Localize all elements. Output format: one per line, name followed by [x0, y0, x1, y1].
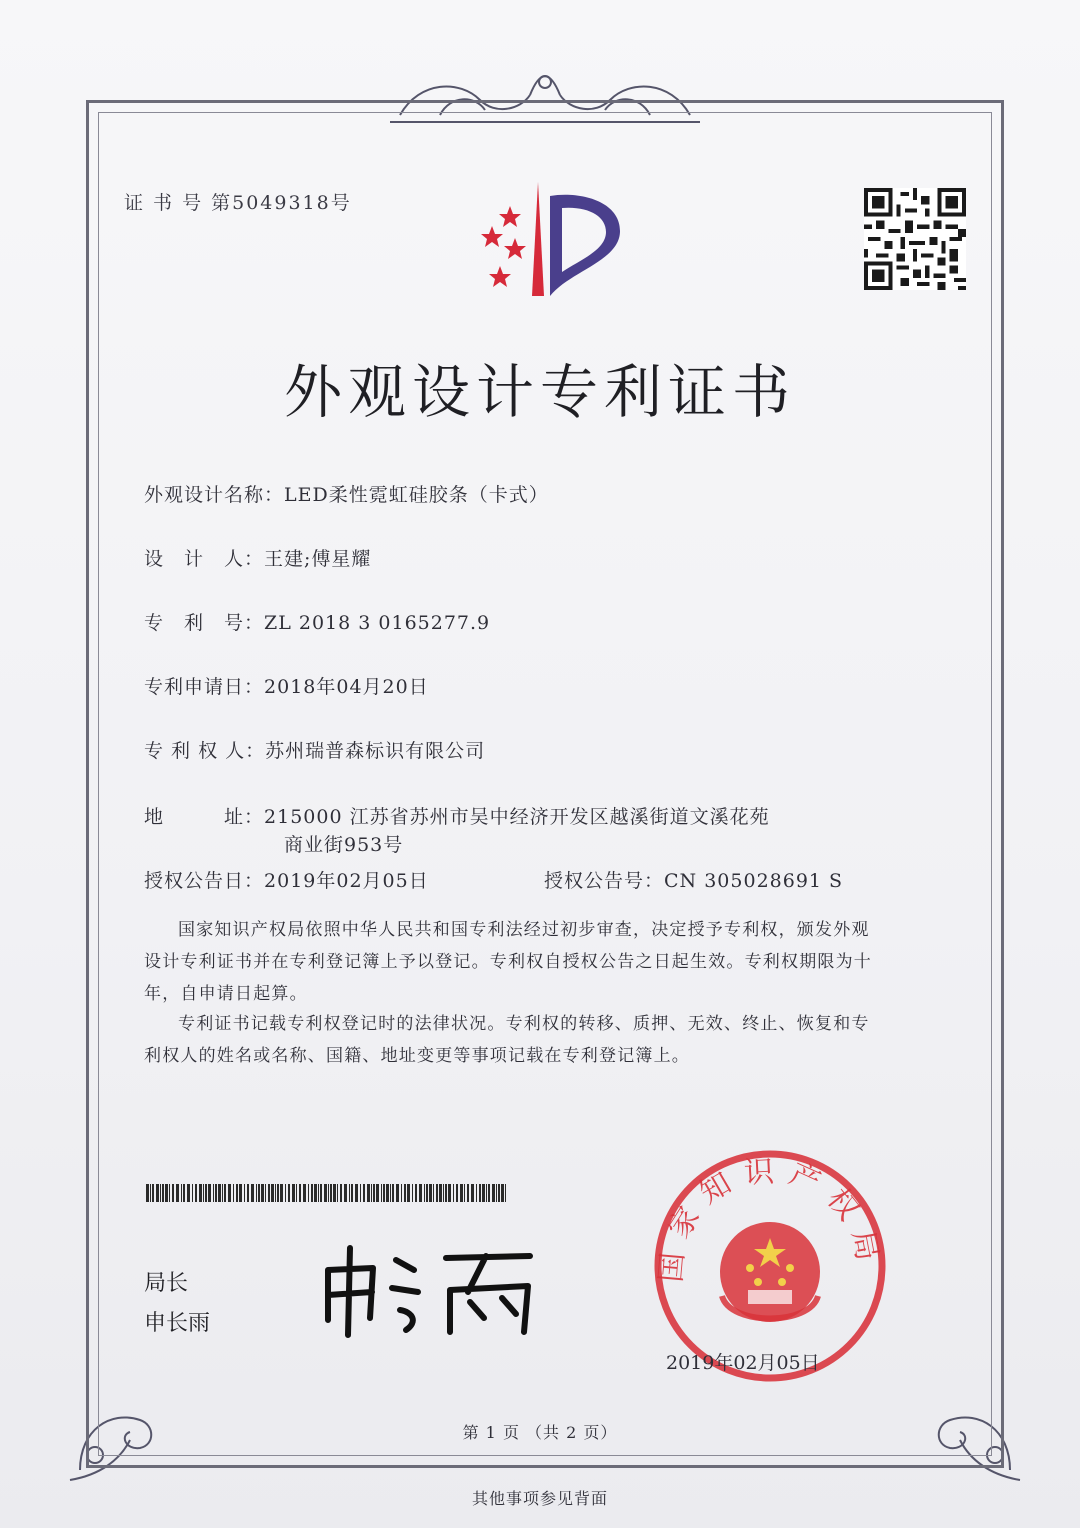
- designer-value: 王建;傅星耀: [264, 548, 372, 570]
- footer-note: 其他事项参见背面: [471, 1489, 608, 1508]
- certificate-number: 证 书 号 第5049318号: [124, 192, 352, 214]
- body-line: 年，自申请日起算。: [144, 984, 308, 1004]
- grant-date-row: [144, 866, 429, 893]
- patentee-row: [144, 736, 485, 763]
- page-number: 第 1 页 （共 2 页）: [462, 1423, 618, 1442]
- grant-number-value: CN 305028691 S: [664, 870, 844, 892]
- seal-date: 2019年02月05日: [666, 1352, 820, 1374]
- body-paragraph-1: [144, 914, 944, 1010]
- patentee-label: 专 利 权 人：: [144, 740, 266, 762]
- director-role: 局长: [144, 1271, 189, 1296]
- address-line2: 商业街953号: [284, 834, 404, 856]
- grant-date-value: 2019年02月05日: [264, 870, 429, 892]
- designer-row: [144, 544, 371, 571]
- design-name-label: 外观设计名称：: [144, 484, 285, 506]
- address-value-line1: 215000 江苏省苏州市吴中经济开发区越溪街道文溪花苑: [264, 806, 770, 828]
- patent-number-label: 专 利 号：: [144, 612, 265, 634]
- patent-number-value: ZL 2018 3 0165277.9: [264, 612, 491, 634]
- patent-number-row: [144, 608, 490, 635]
- body-line: 设计专利证书并在专利登记簿上予以登记。专利权自授权公告之日起生效。专利权期限为十: [144, 952, 872, 972]
- qr-code[interactable]: [864, 188, 966, 290]
- application-date-label: 专利申请日：: [144, 676, 265, 698]
- application-date-row: [144, 672, 429, 699]
- svg-text:国家知识产权局: 国家知识产权局: [653, 1153, 887, 1284]
- grant-number-row: [544, 866, 843, 893]
- body-line: 专利证书记载专利权登记时的法律状况。专利权的转移、质押、无效、终止、恢复和专: [178, 1014, 870, 1034]
- director-signature: [318, 1240, 548, 1340]
- patentee-value: 苏州瑞普森标识有限公司: [265, 740, 486, 762]
- application-date-value: 2018年04月20日: [264, 676, 429, 698]
- address-label: 地 址：: [144, 806, 265, 828]
- address-row: [144, 802, 770, 829]
- body-line: 国家知识产权局依照中华人民共和国专利法经过初步审查，决定授予专利权，颁发外观: [178, 920, 870, 940]
- design-name-row: [144, 480, 549, 507]
- body-paragraph-2: [144, 1008, 944, 1072]
- designer-label: 设 计 人：: [144, 548, 265, 570]
- director-name: 申长雨: [144, 1311, 211, 1336]
- grant-date-label: 授权公告日：: [144, 870, 265, 892]
- barcode: [146, 1184, 512, 1202]
- certificate-title: 外观设计专利证书: [283, 358, 796, 426]
- cnipa-logo: [470, 176, 640, 306]
- design-name-value: LED柔性霓虹硅胶条（卡式）: [284, 484, 549, 506]
- grant-number-label: 授权公告号：: [544, 870, 665, 892]
- body-line: 利权人的姓名或名称、国籍、地址变更等事项记载在专利登记簿上。: [144, 1046, 690, 1066]
